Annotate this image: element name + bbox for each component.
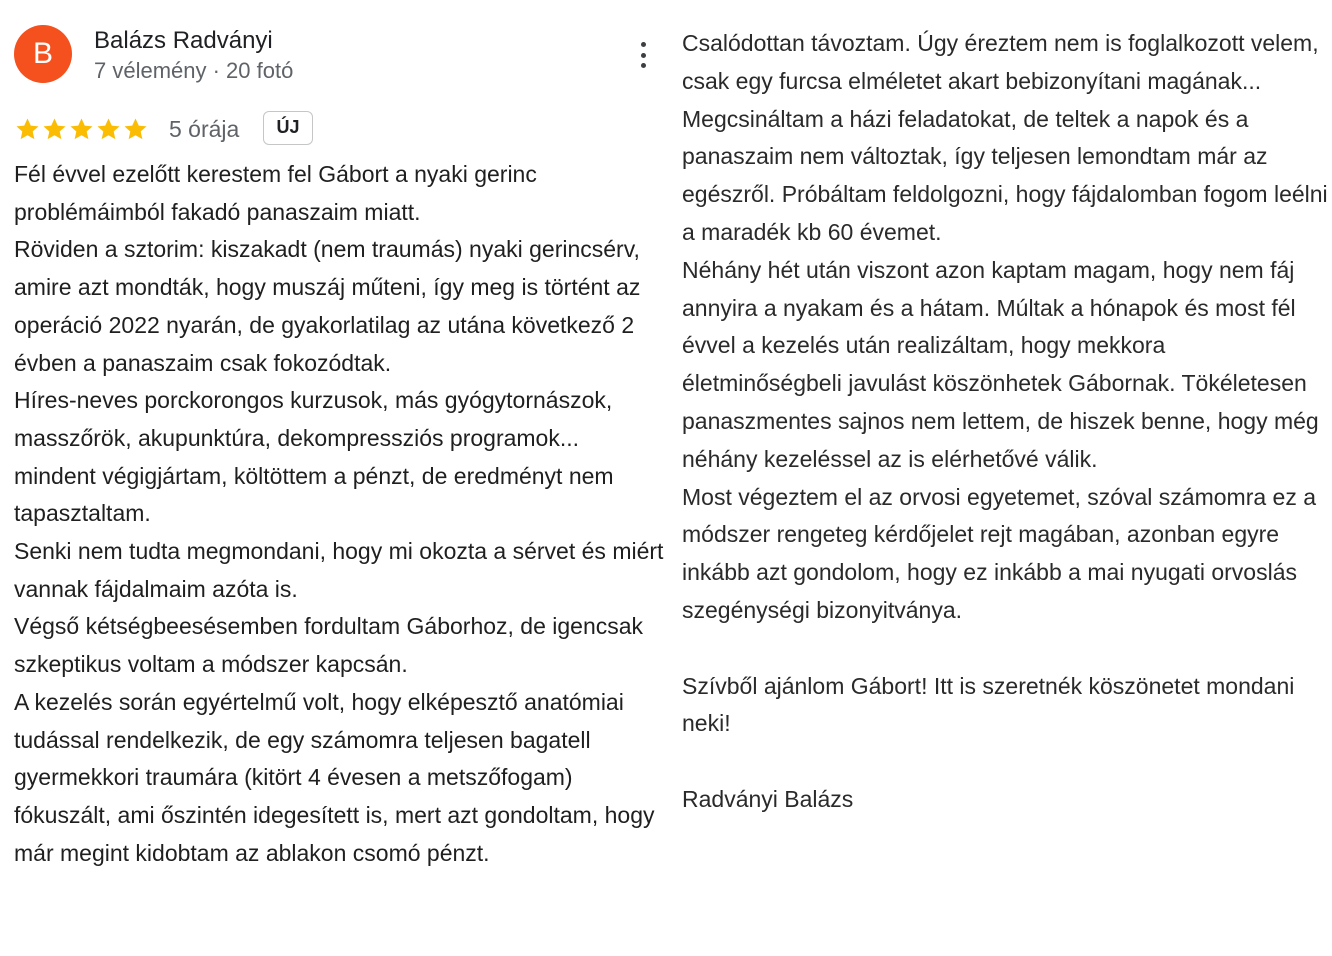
review-paragraph: Néhány hét után viszont azon kaptam magam, hogy nem fáj annyira a nyakam és a hátam. Múltak a hónapok és most fél évvel a kezelés után realizáltam, hogy mekkora életminőségbeli javulást köszönhetek Gábornak. Tökéletesen panaszmentes sajnos nem lettem, de hiszek benne, hogy még néhány kezeléssel az is elérhetővé válik. xyxy=(682,256,1319,472)
star-icon xyxy=(14,116,41,143)
star-icon xyxy=(68,116,95,143)
dot xyxy=(641,63,646,68)
review-paragraph: Röviden a sztorim: kiszakadt (nem traumás) nyaki gerincsérv, amire azt mondták, hogy muszáj műteni, így meg is történt az operáció 2022 nyarán, de gyakorlatilag az utána következő 2 évben a panaszaim csak fokozódtak. xyxy=(14,236,641,376)
more-vert-icon[interactable] xyxy=(628,38,658,72)
star-icon xyxy=(41,116,68,143)
review-time: 5 órája xyxy=(169,116,240,142)
review-continuation xyxy=(682,25,1330,819)
review-signature: Radványi Balázs xyxy=(682,785,854,812)
author-meta: 7 vélemény · 20 fotó xyxy=(94,58,294,83)
star-icon xyxy=(95,116,122,143)
review-panel-right xyxy=(666,0,1332,956)
avatar[interactable]: B xyxy=(14,25,72,83)
review-paragraph: Fél évvel ezelőtt kerestem fel Gábort a nyaki gerinc problémáimból fakadó panaszaim miatt. xyxy=(14,161,537,225)
review-paragraph: Most végeztem el az orvosi egyetemet, szóval számomra ez a módszer rengeteg kérdőjelet rejt magában, azonban egyre inkább azt gondolom, hogy ez inkább a mai nyugati orvoslás szegénységi bizonyitványa. xyxy=(682,483,1317,623)
author-name[interactable]: Balázs Radványi xyxy=(94,27,273,54)
paragraph-spacer xyxy=(682,630,1330,668)
review-paragraph: Csalódottan távoztam. Úgy éreztem nem is foglalkozott velem, csak egy furcsa elméletet akart bebizonyítani magának... xyxy=(682,30,1319,94)
review-paragraph: Végső kétségbeesésemben fordultam Gáborhoz, de igencsak szkeptikus voltam a módszer kapcsán. xyxy=(14,613,644,678)
dot xyxy=(641,53,646,58)
review-paragraph: Senki nem tudta megmondani, hogy mi okozta a sérvet és miért vannak fájdalmaim azóta is. xyxy=(14,538,664,602)
dot xyxy=(641,42,646,47)
review-closing: Szívből ajánlom Gábort! Itt is szeretnék köszönetet mondani neki! xyxy=(682,672,1295,737)
new-badge: ÚJ xyxy=(263,111,313,145)
review-paragraph: Híres-neves porckorongos kurzusok, más gyógytornászok, masszőrök, akupunktúra, dekompressziós programok... mindent végigjártam, költöttem a pénzt, de eredményt nem tapasztaltam. xyxy=(14,387,614,527)
star-icon xyxy=(122,116,149,143)
review-body xyxy=(14,156,664,872)
paragraph-spacer xyxy=(682,743,1330,781)
star-rating xyxy=(14,112,149,146)
review-paragraph: Megcsináltam a házi feladatokat, de teltek a napok és a panaszaim nem változtak, így teljesen lemondtam már az egészről. Próbáltam feldolgozni, hogy fájdalomban fogom leélni a maradék kb 60 évemet. xyxy=(682,105,1328,245)
review-paragraph: A kezelés során egyértelmű volt, hogy elképesztő anatómiai tudással rendelkezik, de egy számomra teljesen bagatell gyermekkori traumára (kitört 4 évesen a metszőfogam) fókuszált, ami őszintén idegesített is, mert azt gondoltam, hogy már megint kidobtam az ablakon csomó pénzt. xyxy=(14,688,655,866)
